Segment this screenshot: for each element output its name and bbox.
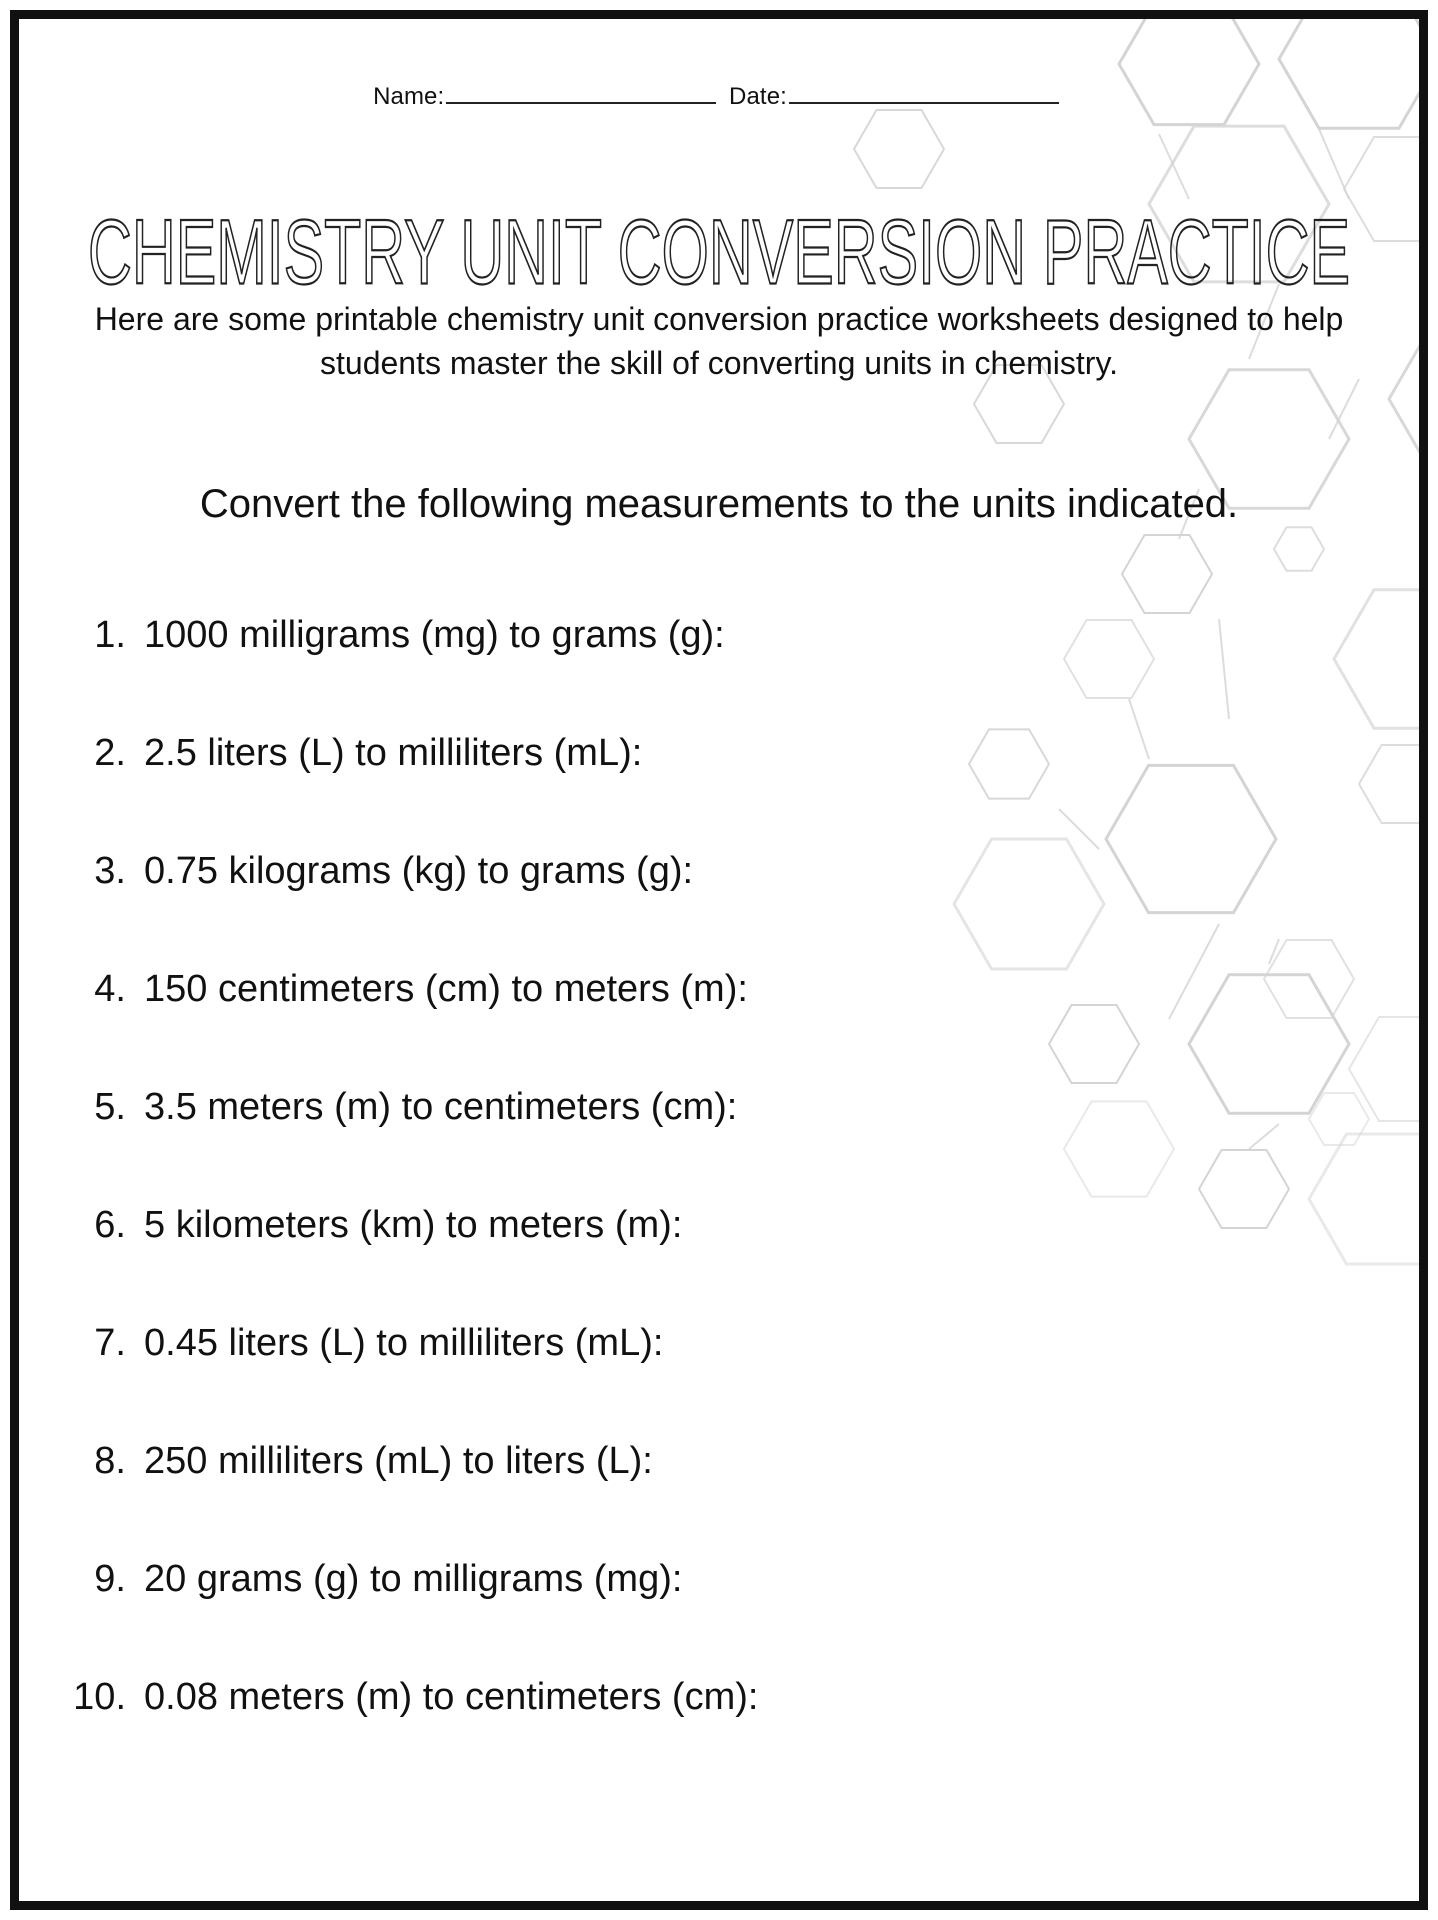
- hexagon-shape: [1264, 940, 1354, 1018]
- page-title-text: CHEMISTRY UNIT CONVERSION PRACTICE: [88, 209, 1350, 304]
- hexagon-shape: [1349, 1017, 1419, 1121]
- date-label: Date:: [729, 83, 787, 110]
- question-text: 150 centimeters (cm) to meters (m):: [144, 968, 748, 1010]
- question-text: 0.45 liters (L) to milliliters (mL):: [144, 1322, 664, 1364]
- question-text: 0.75 kilograms (kg) to grams (g):: [144, 850, 694, 892]
- hexagon-shape: [1279, 19, 1419, 128]
- hexagon-shape: [1049, 1005, 1139, 1083]
- hexagon-shape: [1309, 1093, 1369, 1145]
- question-text: 250 milliliters (mL) to liters (L):: [144, 1440, 653, 1482]
- hexagon-shape: [1199, 1150, 1289, 1228]
- question-number: 2.: [94, 732, 126, 774]
- question-text: 20 grams (g) to milligrams (mg):: [144, 1558, 683, 1600]
- question-number: 6.: [94, 1204, 126, 1246]
- question-number: 8.: [94, 1440, 126, 1482]
- question-number: 7.: [94, 1322, 126, 1364]
- question-number: 4.: [94, 968, 126, 1010]
- question-text: 1000 milligrams (mg) to grams (g):: [144, 614, 725, 656]
- bond-line: [1249, 1124, 1279, 1149]
- bond-line: [1219, 619, 1229, 719]
- name-date-line: [19, 83, 1419, 111]
- hexagon-shape: [1064, 1101, 1174, 1196]
- hexagon-shape: [1389, 338, 1419, 459]
- worksheet-page: [10, 10, 1428, 1910]
- subtitle: Here are some printable chemistry unit conversion practice worksheets designed to help students master the skill of converting units in chemistry.: [94, 301, 1344, 381]
- bond-line: [1129, 699, 1149, 759]
- question-text: 3.5 meters (m) to centimeters (cm):: [144, 1086, 738, 1128]
- hexagon-shape: [969, 729, 1049, 798]
- question-number: 10.: [73, 1676, 126, 1718]
- bond-line: [1059, 809, 1099, 849]
- question-text: 0.08 meters (m) to centimeters (cm):: [144, 1676, 759, 1718]
- name-label: Name:: [373, 83, 445, 110]
- hexagon-shape: [1122, 535, 1212, 613]
- date-blank: [789, 84, 1059, 104]
- hexagon-shape: [1274, 527, 1324, 570]
- question-text: 2.5 liters (L) to milliliters (mL):: [144, 732, 643, 774]
- question-number: 3.: [94, 850, 126, 892]
- question-number: 5.: [94, 1086, 126, 1128]
- hexagon-shape: [1309, 1134, 1419, 1264]
- hexagon-shape: [1064, 620, 1154, 698]
- question-number: 9.: [94, 1558, 126, 1600]
- instruction: Convert the following measurements to the units indicated.: [199, 482, 1239, 526]
- question-text: 5 kilometers (km) to meters (m):: [144, 1204, 683, 1246]
- bond-line: [1319, 129, 1349, 199]
- hexagon-shape: [1359, 745, 1419, 823]
- hexagon-shape: [954, 839, 1104, 969]
- hexagon-shape: [1334, 590, 1419, 729]
- hexagon-shape: [1106, 765, 1276, 912]
- question-number: 1.: [94, 614, 126, 656]
- hexagon-shape: [854, 110, 944, 188]
- name-blank: [446, 84, 716, 104]
